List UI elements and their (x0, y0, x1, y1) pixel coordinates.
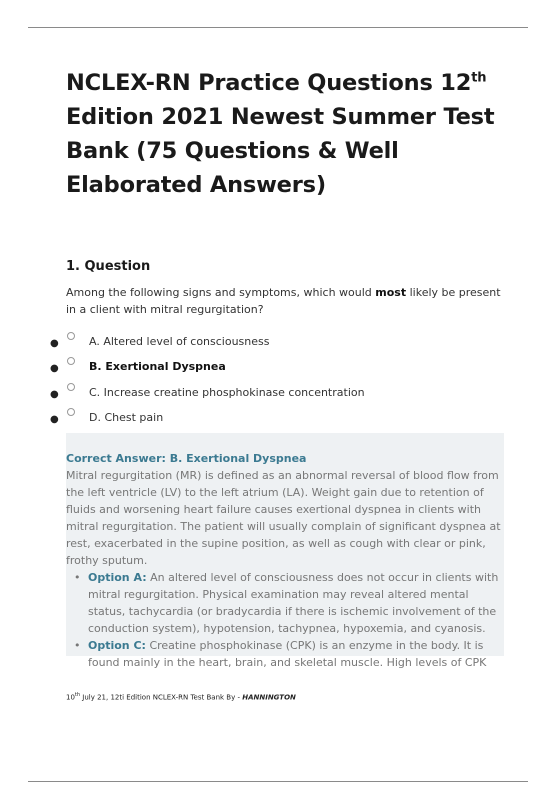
option-b[interactable] (0, 357, 520, 379)
top-rule (28, 27, 528, 28)
question-text-end: likely be present in a client with mitral regurgitation? (66, 286, 501, 316)
option-label: B. Exertional Dyspnea (89, 360, 226, 373)
title-rest: Edition 2021 Newest Summer Test Bank (75 Questions & Well Elaborated Answers) (66, 104, 495, 198)
title-line1: NCLEX-RN Practice Questions 12 (66, 70, 472, 96)
answer-explanation: Mitral regurgitation (MR) is defined as an abnormal reversal of blood flow from the left ventricle (LV) to the left atrium (LA). Weight gain due to retention of fluids and worsening heart failure causes exertional dyspnea in clients with mitral regurgitation. The patient will usually complain of significant dyspnea at rest, exacerbated in the supine position, as well as cough with clear or pink, frothy sputum. (66, 469, 501, 567)
question-heading: 1. Question (66, 259, 151, 274)
footer-author: HANNINGTON (242, 693, 296, 702)
rationale-item (74, 637, 502, 671)
correct-answer-title: Correct Answer: B. Exertional Dyspnea (66, 452, 307, 465)
bullet-icon: ● (50, 389, 59, 400)
option-rationale-list (66, 569, 502, 671)
question-emphasis: most (375, 286, 407, 299)
option-label: C. Increase creatine phosphokinase concentration (89, 386, 365, 399)
rationale-text: An altered level of consciousness does not occur in clients with mitral regurgitation. Physical examination may reveal altered mental status, tachycardia (or bradycardia if there is ischemic involvement of the conduction system), hypotension, tachypnea, hypoxemia, and cyanosis. (88, 571, 499, 635)
option-label: D. Chest pain (89, 411, 164, 424)
option-label: A. Altered level of consciousness (89, 335, 270, 348)
bullet-icon: • (74, 639, 81, 652)
radio-button-icon[interactable] (67, 408, 75, 416)
rationale-label: Option A: (88, 571, 147, 584)
document-title (66, 66, 516, 202)
bullet-icon: ● (50, 338, 59, 349)
answer-explanation-box (66, 433, 504, 669)
bullet-icon: ● (50, 363, 59, 374)
bullet-icon: ● (50, 414, 59, 425)
question-text-start: Among the following signs and symptoms, which would (66, 286, 376, 299)
radio-button-icon[interactable] (67, 383, 75, 391)
bullet-icon: • (74, 571, 81, 584)
option-d[interactable] (0, 408, 520, 430)
radio-button-icon[interactable] (67, 357, 75, 365)
option-c[interactable] (0, 383, 520, 405)
question-text (66, 284, 511, 318)
rationale-item (74, 569, 502, 637)
option-a[interactable] (0, 332, 520, 354)
footer-day: 10 (66, 693, 75, 702)
footer-superscript: th (74, 692, 81, 698)
rationale-text: Creatine phosphokinase (CPK) is an enzyme in the body. It is found mainly in the heart, brain, and skeletal muscle. High levels of CPK (88, 639, 487, 669)
title-superscript: th (471, 70, 487, 86)
bottom-rule (28, 781, 528, 782)
footer-text: July 21, 12ti Edition NCLEX-RN Test Bank By - (80, 693, 243, 702)
radio-button-icon[interactable] (67, 332, 75, 340)
page-footer (66, 692, 296, 701)
rationale-label: Option C: (88, 639, 146, 652)
